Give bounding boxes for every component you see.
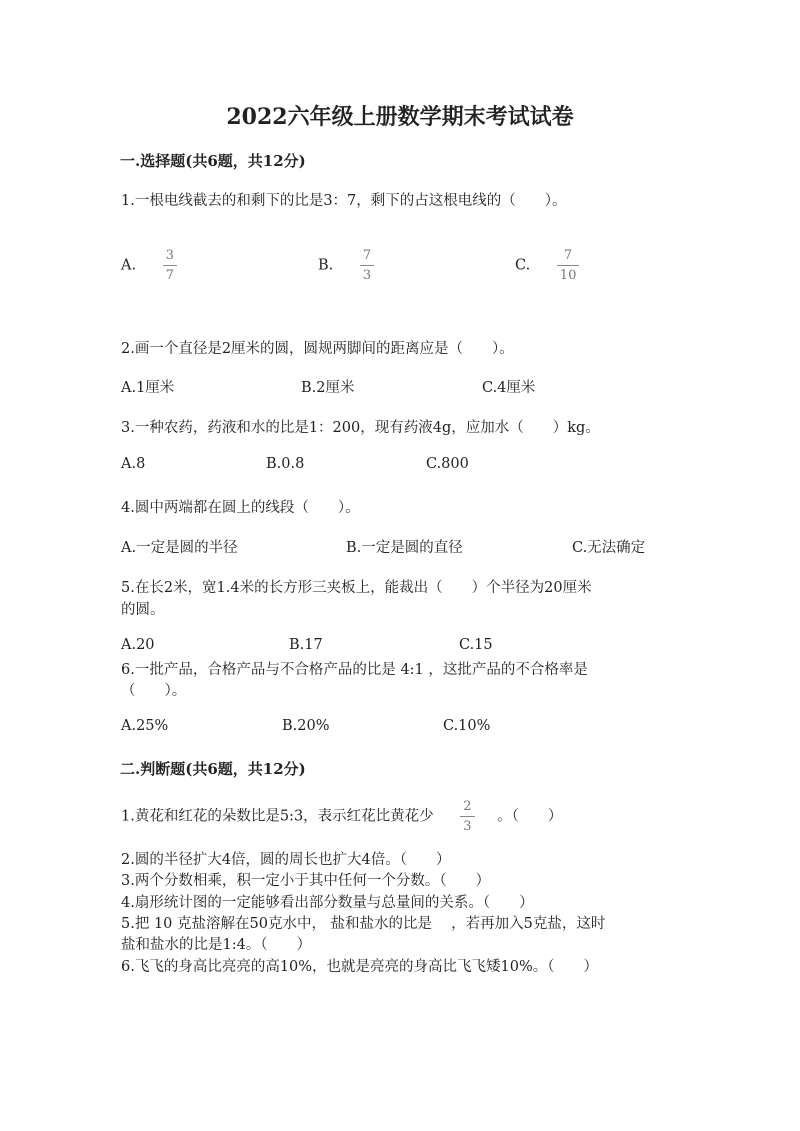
numerator: 3 xyxy=(165,248,174,263)
q1-option-b xyxy=(318,249,374,282)
question-1: 1.一根电线截去的和剩下的比是3：7，剩下的占这根电线的（ ）。 xyxy=(121,193,567,209)
fraction-bar xyxy=(360,265,374,266)
fraction-bar xyxy=(460,816,474,817)
q4-option-a: A.一定是圆的半径 xyxy=(121,540,238,556)
question-3: 3.一种农药，药液和水的比是1：200，现有药液4g，应加水（ ）kg。 xyxy=(121,420,600,436)
q2-option-c: C.4厘米 xyxy=(482,380,536,396)
fraction-bar xyxy=(557,265,580,266)
q1-option-a xyxy=(121,249,177,282)
numerator: 2 xyxy=(463,799,472,814)
q6-option-c: C.10% xyxy=(443,718,491,734)
q5-option-a: A.20 xyxy=(121,637,155,653)
q6-option-a: A.25% xyxy=(121,718,169,734)
q4-option-c: C.无法确定 xyxy=(572,540,646,556)
judgement-6: 6.飞飞的身高比亮亮的高10%，也就是亮亮的身高比飞飞矮10%。（ ） xyxy=(121,959,599,975)
fraction xyxy=(460,800,474,833)
denominator: 3 xyxy=(463,819,472,834)
page-title: 2022六年级上册数学期末考试试卷 xyxy=(226,104,574,130)
q5-option-c: C.15 xyxy=(459,637,493,653)
question-4: 4.圆中两端都在圆上的线段（ ）。 xyxy=(121,500,360,516)
denominator: 7 xyxy=(165,268,174,283)
judgement-2: 2.圆的半径扩大4倍，圆的周长也扩大4倍。（ ） xyxy=(121,852,451,868)
denominator: 3 xyxy=(362,268,372,283)
fraction xyxy=(557,249,580,282)
q6-option-b: B.20% xyxy=(282,718,330,734)
question-6-line-1: 6.一批产品，合格产品与不合格产品的比是 4:1 ，这批产品的不合格率是 xyxy=(121,662,588,678)
judgement-5-line-2: 盐和盐水的比是1:4。（ ） xyxy=(121,937,312,953)
question-6-line-2: （ ）。 xyxy=(121,683,187,699)
question-5-line-2: 的圆。 xyxy=(121,602,165,618)
judgement-1-tail: 。（ ） xyxy=(497,808,563,825)
judgement-1 xyxy=(121,800,562,833)
fraction xyxy=(360,249,374,282)
q3-option-b: B.0.8 xyxy=(266,456,305,472)
judgement-1-text: 1.黄花和红花的朵数比是5:3，表示红花比黄花少 xyxy=(121,808,434,825)
option-label: A. xyxy=(121,257,137,274)
question-2: 2.画一个直径是2厘米的圆，圆规两脚间的距离应是（ ）。 xyxy=(121,341,514,357)
judgement-4: 4.扇形统计图的一定能够看出部分数量与总量间的关系。（ ） xyxy=(121,895,534,911)
judgement-5-line-1: 5.把 10 克盐溶解在50克水中， 盐和盐水的比是 ，若再加入5克盐，这时 xyxy=(121,916,606,932)
numerator: 7 xyxy=(563,248,573,263)
numerator: 7 xyxy=(362,248,372,263)
fraction-bar xyxy=(163,265,177,266)
q1-option-c xyxy=(515,249,579,282)
judgement-3: 3.两个分数相乘，积一定小于其中任何一个分数。（ ） xyxy=(121,873,491,889)
q3-option-a: A.8 xyxy=(121,456,146,472)
option-label: C. xyxy=(515,257,531,274)
q3-option-c: C.800 xyxy=(426,456,469,472)
option-label: B. xyxy=(318,257,334,274)
section-heading-judgement: 二.判断题(共6题，共12分) xyxy=(120,760,306,778)
question-5-line-1: 5.在长2米，宽1.4米的长方形三夹板上，能裁出（ ）个半径为20厘米 xyxy=(121,580,592,596)
section-heading-choice: 一.选择题(共6题，共12分) xyxy=(120,152,306,170)
q4-option-b: B.一定是圆的直径 xyxy=(346,540,463,556)
q2-option-a: A.1厘米 xyxy=(121,380,175,396)
fraction xyxy=(163,249,177,282)
q2-option-b: B.2厘米 xyxy=(301,380,355,396)
q5-option-b: B.17 xyxy=(289,637,323,653)
denominator: 10 xyxy=(559,268,577,283)
